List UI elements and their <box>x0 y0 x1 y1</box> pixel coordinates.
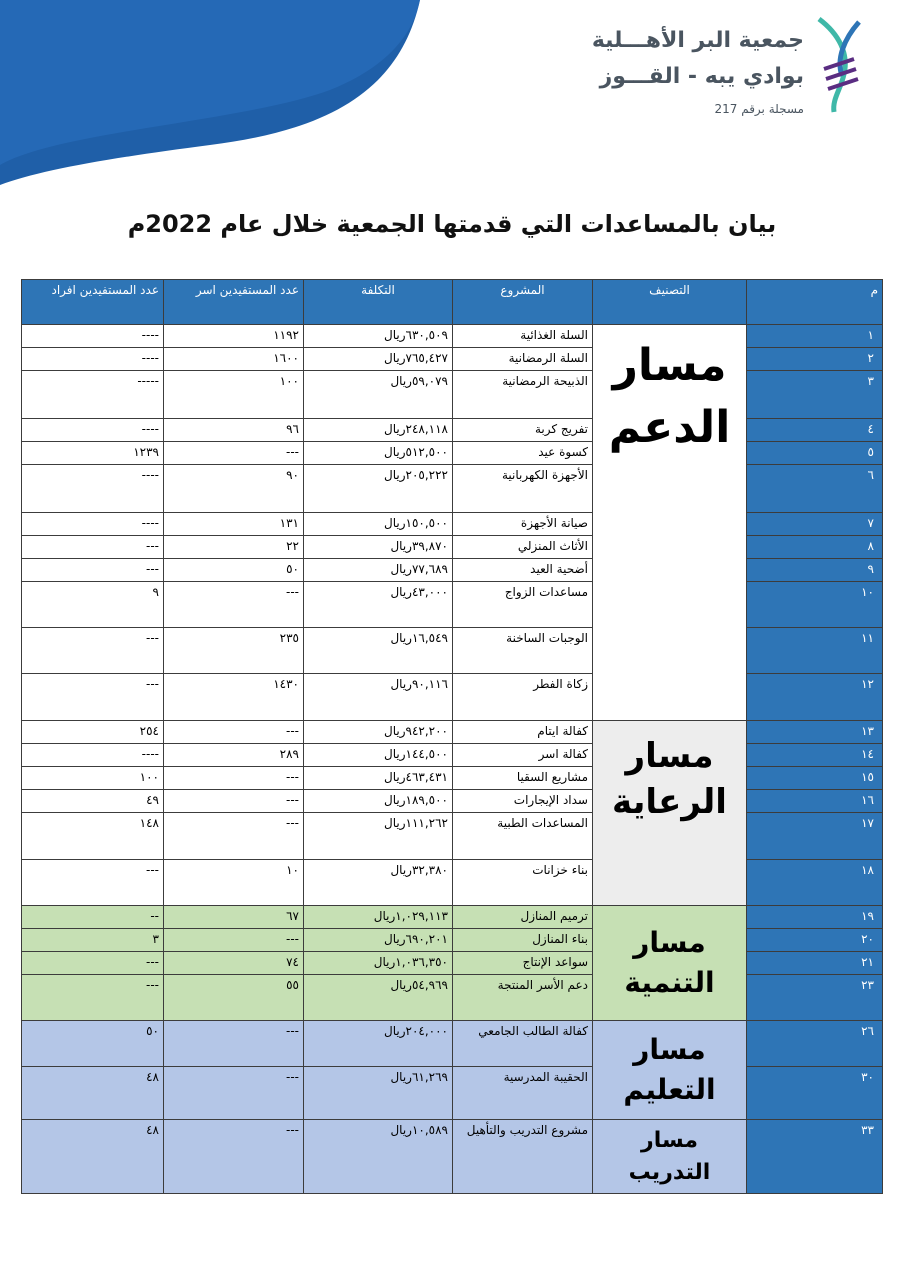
row-number: ٩ <box>747 559 883 582</box>
project-cell: المساعدات الطبية <box>453 813 593 860</box>
families-cell: ٢٨٩ <box>164 744 304 767</box>
col-header-m: م <box>747 280 883 325</box>
families-cell: ٧٤ <box>164 952 304 975</box>
table-row <box>22 513 883 536</box>
category-support: مسار الدعم <box>593 325 747 721</box>
individuals-cell: --- <box>22 674 164 721</box>
row-number: ٤ <box>747 419 883 442</box>
individuals-cell: ١٢٣٩ <box>22 442 164 465</box>
families-cell: --- <box>164 767 304 790</box>
cost-cell: ٥٩,٠٧٩ريال <box>304 371 453 419</box>
cost-cell: ٢٠٤,٠٠٠ريال <box>304 1021 453 1067</box>
table-row <box>22 371 883 419</box>
project-cell: أضحية العيد <box>453 559 593 582</box>
individuals-cell: ٣ <box>22 929 164 952</box>
row-number: ٨ <box>747 536 883 559</box>
row-number: ١٦ <box>747 790 883 813</box>
individuals-cell: ٩ <box>22 582 164 628</box>
category-education: مسار التعليم <box>593 1021 747 1120</box>
row-number: ٧ <box>747 513 883 536</box>
project-cell: ترميم المنازل <box>453 906 593 929</box>
table-row <box>22 419 883 442</box>
row-number: ١٩ <box>747 906 883 929</box>
project-cell: تفريج كربة <box>453 419 593 442</box>
row-number: ١١ <box>747 628 883 674</box>
individuals-cell: --- <box>22 975 164 1021</box>
families-cell: --- <box>164 929 304 952</box>
org-registration: مسجلة برقم 217 <box>714 102 804 116</box>
page-title: بيان بالمساعدات التي قدمتها الجمعية خلال عام 2022م <box>127 210 777 238</box>
cost-cell: ٧٦٥,٤٢٧ريال <box>304 348 453 371</box>
individuals-cell: --- <box>22 536 164 559</box>
row-number: ٣٠ <box>747 1067 883 1120</box>
table-row <box>22 536 883 559</box>
row-number: ٣٣ <box>747 1120 883 1194</box>
cost-cell: ٤٦٣,٤٣١ريال <box>304 767 453 790</box>
row-number: ١٠ <box>747 582 883 628</box>
table-row <box>22 674 883 721</box>
row-number: ١٨ <box>747 860 883 906</box>
project-cell: سداد الإيجارات <box>453 790 593 813</box>
table-row <box>22 744 883 767</box>
individuals-cell: ---- <box>22 325 164 348</box>
individuals-cell: ٤٨ <box>22 1067 164 1120</box>
row-number: ١ <box>747 325 883 348</box>
individuals-cell: -- <box>22 906 164 929</box>
individuals-cell: ٢٥٤ <box>22 721 164 744</box>
cost-cell: ١١١,٢٦٢ريال <box>304 813 453 860</box>
row-number: ٦ <box>747 465 883 513</box>
individuals-cell: --- <box>22 559 164 582</box>
families-cell: --- <box>164 813 304 860</box>
project-cell: صيانة الأجهزة <box>453 513 593 536</box>
cost-cell: ٣٢,٣٨٠ريال <box>304 860 453 906</box>
cost-cell: ٩٤٢,٢٠٠ريال <box>304 721 453 744</box>
cost-cell: ١٥٠,٥٠٠ريال <box>304 513 453 536</box>
assistance-table <box>21 279 883 1194</box>
cost-cell: ٣٩,٨٧٠ريال <box>304 536 453 559</box>
project-cell: الحقيبة المدرسية <box>453 1067 593 1120</box>
project-cell: سواعد الإنتاج <box>453 952 593 975</box>
individuals-cell: ---- <box>22 744 164 767</box>
project-cell: بناء المنازل <box>453 929 593 952</box>
project-cell: الذبيحة الرمضانية <box>453 371 593 419</box>
row-number: ٥ <box>747 442 883 465</box>
families-cell: --- <box>164 1021 304 1067</box>
row-number: ٢٣ <box>747 975 883 1021</box>
table-row <box>22 952 883 975</box>
cost-cell: ٥١٢,٥٠٠ريال <box>304 442 453 465</box>
individuals-cell: ---- <box>22 419 164 442</box>
col-header-category: التصنيف <box>593 280 747 325</box>
project-cell: مشروع التدريب والتأهيل <box>453 1120 593 1194</box>
table-row <box>22 721 883 744</box>
table-row <box>22 860 883 906</box>
cost-cell: ١٦,٥٤٩ريال <box>304 628 453 674</box>
families-cell: --- <box>164 442 304 465</box>
col-header-families: عدد المستفيدين اسر <box>164 280 304 325</box>
row-number: ١٣ <box>747 721 883 744</box>
individuals-cell: ٤٩ <box>22 790 164 813</box>
families-cell: ٥٥ <box>164 975 304 1021</box>
col-header-individuals: عدد المستفيدين افراد <box>22 280 164 325</box>
cost-cell: ١٨٩,٥٠٠ريال <box>304 790 453 813</box>
cost-cell: ١٠,٥٨٩ريال <box>304 1120 453 1194</box>
individuals-cell: ---- <box>22 348 164 371</box>
individuals-cell: --- <box>22 628 164 674</box>
row-number: ١٧ <box>747 813 883 860</box>
families-cell: --- <box>164 1120 304 1194</box>
cost-cell: ٦١,٢٦٩ريال <box>304 1067 453 1120</box>
project-cell: زكاة الفطر <box>453 674 593 721</box>
families-cell: ٦٧ <box>164 906 304 929</box>
individuals-cell: ١٠٠ <box>22 767 164 790</box>
cost-cell: ١,٠٢٩,١١٣ريال <box>304 906 453 929</box>
families-cell: ١٣١ <box>164 513 304 536</box>
table-header-row <box>22 280 883 325</box>
project-cell: كفالة اسر <box>453 744 593 767</box>
row-number: ٢٦ <box>747 1021 883 1067</box>
row-number: ١٥ <box>747 767 883 790</box>
individuals-cell: ٥٠ <box>22 1021 164 1067</box>
families-cell: ٩٠ <box>164 465 304 513</box>
logo-mark-icon <box>814 14 864 114</box>
project-cell: كسوة عيد <box>453 442 593 465</box>
cost-cell: ٢٠٥,٢٢٢ريال <box>304 465 453 513</box>
table-row <box>22 1021 883 1067</box>
table-row <box>22 628 883 674</box>
category-care: مسار الرعاية <box>593 721 747 906</box>
families-cell: --- <box>164 790 304 813</box>
table-row <box>22 929 883 952</box>
col-header-project: المشروع <box>453 280 593 325</box>
project-cell: كفالة الطالب الجامعي <box>453 1021 593 1067</box>
families-cell: ١٤٣٠ <box>164 674 304 721</box>
individuals-cell: ٤٨ <box>22 1120 164 1194</box>
table-row <box>22 790 883 813</box>
cost-cell: ٧٧,٦٨٩ريال <box>304 559 453 582</box>
project-cell: دعم الأسر المنتجة <box>453 975 593 1021</box>
row-number: ٣ <box>747 371 883 419</box>
category-training: مسار التدريب <box>593 1120 747 1194</box>
table-row <box>22 975 883 1021</box>
table-row <box>22 559 883 582</box>
cost-cell: ٦٣٠,٥٠٩ريال <box>304 325 453 348</box>
families-cell: ٥٠ <box>164 559 304 582</box>
cost-cell: ٤٣,٠٠٠ريال <box>304 582 453 628</box>
table-row <box>22 813 883 860</box>
families-cell: ٢٢ <box>164 536 304 559</box>
table-row <box>22 348 883 371</box>
row-number: ٢٠ <box>747 929 883 952</box>
table-row <box>22 767 883 790</box>
cost-cell: ١,٠٣٦,٣٥٠ريال <box>304 952 453 975</box>
families-cell: ١١٩٢ <box>164 325 304 348</box>
project-cell: الأثاث المنزلي <box>453 536 593 559</box>
cost-cell: ٩٠,١١٦ريال <box>304 674 453 721</box>
row-number: ٢١ <box>747 952 883 975</box>
project-cell: الوجبات الساخنة <box>453 628 593 674</box>
org-name-line1: جمعية البر الأهـــلية <box>591 28 804 53</box>
organization-logo <box>574 14 864 124</box>
project-cell: بناء خزانات <box>453 860 593 906</box>
individuals-cell: ---- <box>22 513 164 536</box>
cost-cell: ٥٤,٩٦٩ريال <box>304 975 453 1021</box>
table-row <box>22 442 883 465</box>
table-row <box>22 582 883 628</box>
individuals-cell: --- <box>22 860 164 906</box>
individuals-cell: ----- <box>22 371 164 419</box>
table-row <box>22 1120 883 1194</box>
families-cell: ٢٣٥ <box>164 628 304 674</box>
project-cell: كفالة ايتام <box>453 721 593 744</box>
org-name-line2: بوادي يبه - القـــوز <box>599 64 804 89</box>
families-cell: --- <box>164 1067 304 1120</box>
individuals-cell: --- <box>22 952 164 975</box>
col-header-cost: التكلفة <box>304 280 453 325</box>
table-row <box>22 325 883 348</box>
individuals-cell: ---- <box>22 465 164 513</box>
category-development: مسار التنمية <box>593 906 747 1021</box>
project-cell: مشاريع السقيا <box>453 767 593 790</box>
families-cell: ١٦٠٠ <box>164 348 304 371</box>
row-number: ٢ <box>747 348 883 371</box>
families-cell: --- <box>164 582 304 628</box>
families-cell: ٩٦ <box>164 419 304 442</box>
families-cell: ١٠٠ <box>164 371 304 419</box>
cost-cell: ١٤٤,٥٠٠ريال <box>304 744 453 767</box>
table-row <box>22 1067 883 1120</box>
cost-cell: ٢٤٨,١١٨ريال <box>304 419 453 442</box>
project-cell: السلة الغذائية <box>453 325 593 348</box>
cost-cell: ٦٩٠,٢٠١ريال <box>304 929 453 952</box>
table-row <box>22 465 883 513</box>
row-number: ١٢ <box>747 674 883 721</box>
individuals-cell: ١٤٨ <box>22 813 164 860</box>
project-cell: مساعدات الزواج <box>453 582 593 628</box>
project-cell: الأجهزة الكهربانية <box>453 465 593 513</box>
families-cell: --- <box>164 721 304 744</box>
families-cell: ١٠ <box>164 860 304 906</box>
project-cell: السلة الرمضانية <box>453 348 593 371</box>
table-row <box>22 906 883 929</box>
row-number: ١٤ <box>747 744 883 767</box>
